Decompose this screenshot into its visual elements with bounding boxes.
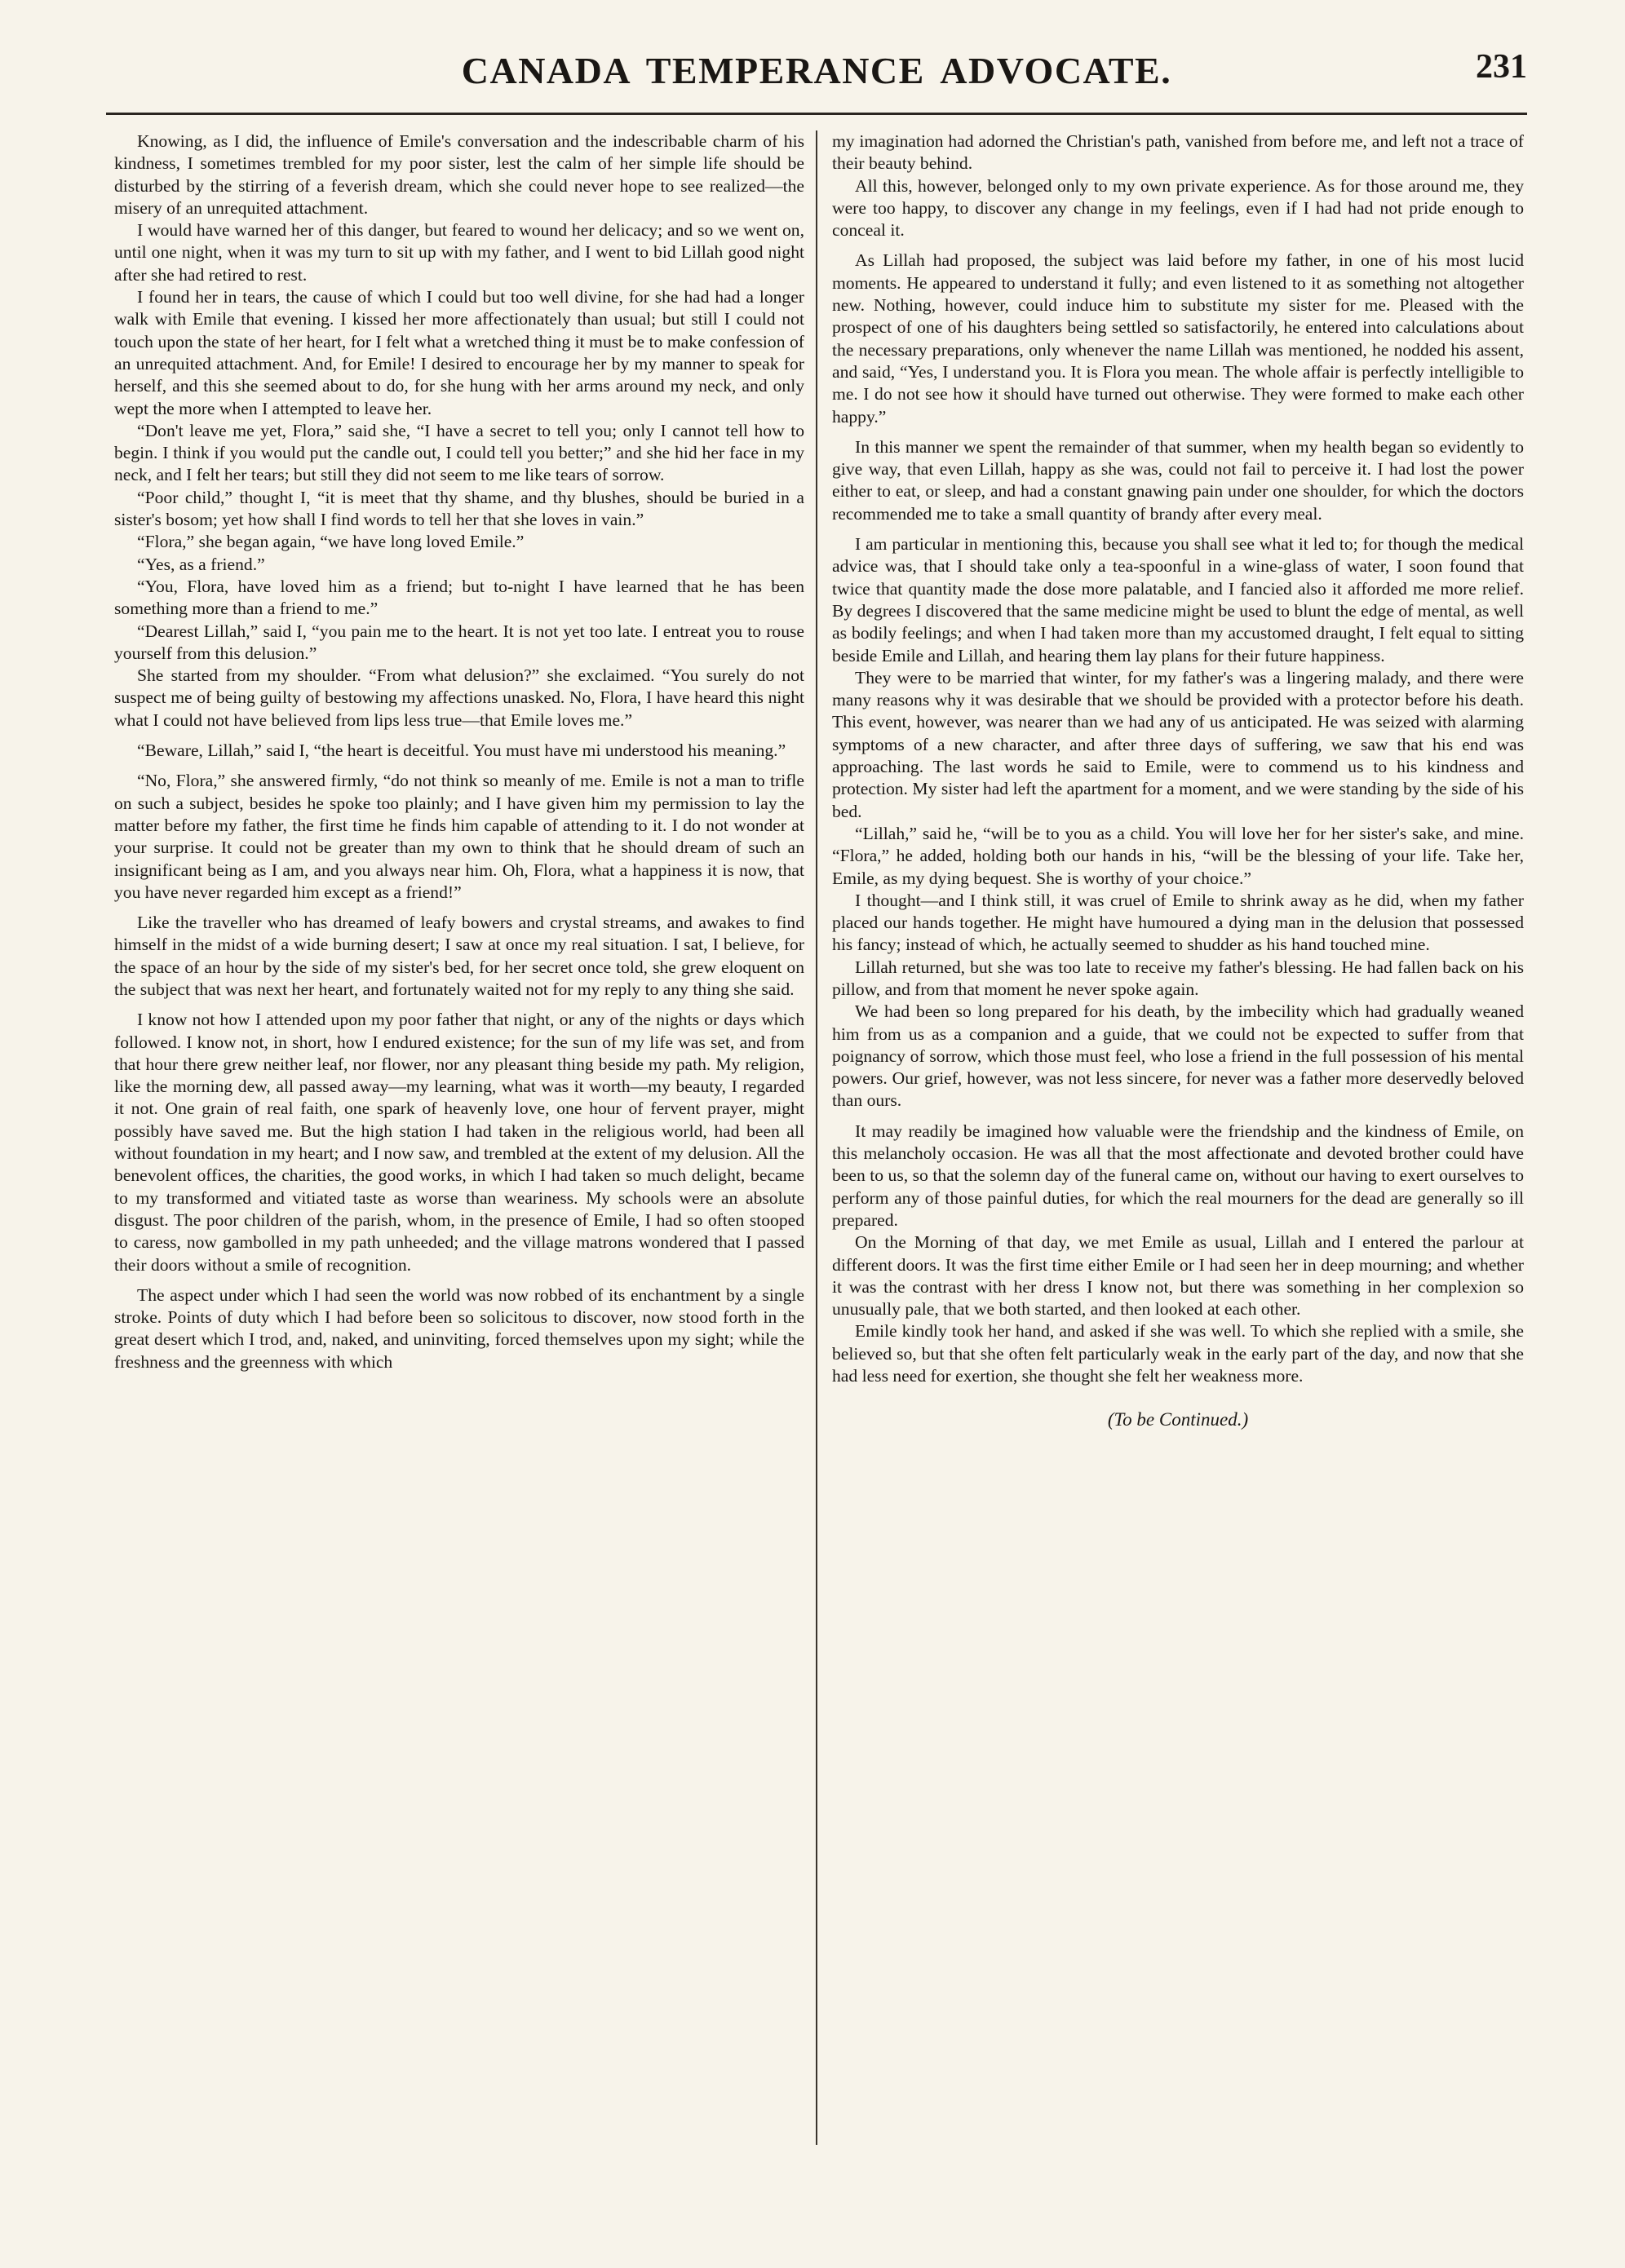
paragraph: Like the traveller who has dreamed of leafy bowers and crystal streams, and awakes to find himself in the midst of a wide burning desert; I saw at once my real situation. I sat, I believe, for the space of an hour by the side of my sister's bed, for her secret once told, she grew eloquent on the subject that was next her heart, and fortunately waited not for my reply to any thing she said.: [114, 913, 804, 999]
paragraph: “Yes, as a friend.”: [137, 554, 265, 574]
paragraph: The aspect under which I had seen the world was now robbed of its enchantment by a single stroke. Points of duty which I had before been so solicitous to discover, now stood forth in the great desert which I trod, and, naked, and uninviting, forced themselves upon my sight; while the freshness and the greenness with which: [114, 1284, 804, 1372]
paragraph: “Lillah,” said he, “will be to you as a child. You will love her for her sister's sake, and mine. “Flora,” he added, holding both our hands in his, “will be the blessing of your life. Take her, Emile, as my dying bequest. She is worthy of your choice.”: [832, 823, 1524, 888]
continued-note: (To be Continued.): [1107, 1409, 1249, 1430]
paragraph: I thought—and I think still, it was cruel of Emile to shrink away as he did, when my father placed our hands together. He might have humoured a dying man in the delusion that possessed his fancy; instead of which, he actually seemed to shudder as his hand touched mine.: [832, 890, 1524, 955]
paragraph: Knowing, as I did, the influence of Emile's conversation and the indescribable charm of his kindness, I sometimes trembled for my poor sister, lest the calm of her simple life should be disturbed by the stirring of a feverish dream, which she could never hope to see realized—the misery of an unrequited attachment.: [114, 131, 804, 218]
paragraph: As Lillah had proposed, the subject was laid before my father, in one of his most lucid moments. He appeared to understand it fully; and even listened to it as something not altogether new. Nothing, however, could induce him to substitute my sister for me. Pleased with the prospect of one of his daughters being settled so satisfactorily, he entered into calculations about the necessary preparations, only whenever the name Lillah was mentioned, he nodded his assent, and said, “Yes, I understand you. It is Flora you mean. The whole affair is perfectly intelligible to me. I do not see how it should have turned out otherwise. They were formed to make each other happy.”: [832, 250, 1524, 427]
paragraph: We had been so long prepared for his death, by the imbecility which had gradually weaned him from us as a companion and a guide, that we could not be expected to suffer from that poignancy of sorrow, which those must feel, who lose a friend in the full possession of his mental powers. Our grief, however, was not less sincere, for never was a father more deservedly beloved than ours.: [832, 1001, 1524, 1111]
masthead: [106, 42, 1527, 108]
paragraph: Emile kindly took her hand, and asked if she was well. To which she replied with a smile, she believed so, but that she often felt particularly weak in the early part of the day, and now that she had less need for exertion, she thought she felt her weakness more.: [832, 1321, 1524, 1386]
paragraph: “No, Flora,” she answered firmly, “do not think so meanly of me. Emile is not a man to trifle on such a subject, besides he spoke too plainly; and I have given him my permission to lay the matter before my father, the first time he finds him capable of attending to it. I do not wonder at your surprise. It could not be greater than my own to think that he should dream of such an insignificant being as I am, and you always near him. Oh, Flora, what a happiness it is now, that you have never regarded him except as a friend!”: [114, 771, 804, 902]
paragraph: “Dearest Lillah,” said I, “you pain me to the heart. It is not yet too late. I entreat you to rouse yourself from this delusion.”: [114, 621, 804, 663]
paragraph: In this manner we spent the remainder of that summer, when my health began so evidently to give way, that even Lillah, happy as she was, could not fail to perceive it. I had lost the power either to eat, or sleep, and had a constant gnawing pain under one shoulder, for which the doctors recommended me to take a small quantity of brandy after every meal.: [832, 436, 1524, 524]
paragraph: She started from my shoulder. “From what delusion?” she exclaimed. “You surely do not suspect me of being guilty of bestowing my affections unasked. No, Flora, I have heard this night what I could not have believed from lips less true—that Emile loves me.”: [114, 665, 804, 730]
paragraph: I would have warned her of this danger, but feared to wound her delicacy; and so we went on, until one night, when it was my turn to sit up with my father, and I went to bid Lillah good night after she had retired to rest.: [114, 220, 804, 285]
paragraph: “Poor child,” thought I, “it is meet that thy shame, and thy blushes, should be buried in a sister's bosom; yet how shall I find words to tell her that she loves in vain.”: [114, 487, 804, 530]
column-divider: [816, 130, 817, 2145]
paragraph: I know not how I attended upon my poor father that night, or any of the nights or days which followed. I know not, in short, how I endured existence; for the sun of my life was set, and from that hour there grew neither leaf, nor flower, nor any pleasant thing beside my path. My religion, like the morning dew, all passed away—my learning, what was it worth—my beauty, I regarded it not. One grain of real faith, one spark of heavenly love, one hour of fervent prayer, might possibly have saved me. But the high station I had taken in the religious world, had been all without foundation in my heart; and I now saw, and trembled at the extent of my delusion. All the benevolent offices, the charities, the good works, in which I had taken so much delight, became to my transformed and vitiated taste as worse than weariness. My schools were an absolute disgust. The poor children of the parish, whom, in the presence of Emile, I had so often stooped to caress, now gambolled in my path unheeded; and the village matrons wondered that I passed their doors without a smile of recognition.: [114, 1010, 804, 1275]
paragraph: I found her in tears, the cause of which I could but too well divine, for she had had a longer walk with Emile that evening. I kissed her more affectionately than usual; but still I could not touch upon the state of her heart, for I felt what a wretched thing it must be to make confession of an unrequited attachment. And, for Emile! I desired to encourage her by my manner to speak for herself, and this she seemed about to do, for she hung with her arms around my neck, and only wept the more when I attempted to leave her.: [114, 287, 804, 418]
paragraph: It may readily be imagined how valuable were the friendship and the kindness of Emile, on this melancholy occasion. He was all that the most affectionate and devoted brother could have been to us, so that the solemn day of the funeral came on, without our having to exert ourselves to perform any of those painful duties, for which the real mourners for the dead are generally so ill prepared.: [832, 1121, 1524, 1230]
paragraph: “Beware, Lillah,” said I, “the heart is deceitful. You must have mi understood his meaning.”: [137, 741, 786, 761]
page-number: 231: [1476, 48, 1527, 86]
right-column: [832, 130, 1524, 1431]
paragraph: my imagination had adorned the Christian's path, vanished from before me, and left not a trace of their beauty behind.: [832, 131, 1524, 174]
header-rule: [106, 113, 1527, 115]
paragraph: “Don't leave me yet, Flora,” said she, “I have a secret to tell you; only I cannot tell how to begin. I think if you would put the candle out, I could tell you better;” and she hid her face in my neck, and I felt her tears; but still they did not seem to me like tears of sorrow.: [114, 420, 804, 485]
paragraph: “You, Flora, have loved him as a friend; but to-night I have learned that he has been something more than a friend to me.”: [114, 576, 804, 619]
left-column: [114, 130, 804, 1373]
publication-title: CANADA TEMPERANCE ADVOCATE.: [461, 50, 1172, 91]
paragraph: They were to be married that winter, for my father's was a lingering malady, and there were many reasons why it was desirable that we should be provided with a protector before his death. This event, however, was nearer than we had any of us anticipated. He was seized with alarming symptoms of a new character, and after three days of suffering, we saw that his end was approaching. The last words he said to Emile, were to commend us to his kindness and protection. My sister had left the apartment for a moment, and we were standing by the side of his bed.: [832, 667, 1524, 821]
paragraph: I am particular in mentioning this, because you shall see what it led to; for though the medical advice was, that I should take only a tea-spoonful in a wine-glass of water, I soon found that twice that quantity made the dose more palatable, and I fancied also it afforded me more relief. By degrees I discovered that the same medicine might be used to blunt the edge of mental, as well as bodily feelings; and when I had taken more than my accustomed draught, I felt equal to sitting beside Emile and Lillah, and hearing them lay plans for their future happiness.: [832, 534, 1524, 665]
paragraph: “Flora,” she began again, “we have long loved Emile.”: [137, 532, 525, 552]
paragraph: Lillah returned, but she was too late to receive my father's blessing. He had fallen back on his pillow, and from that moment he never spoke again.: [832, 957, 1524, 999]
paragraph: All this, however, belonged only to my own private experience. As for those around me, they were too happy, to discover any change in my feelings, even if I had had not pride enough to conceal it.: [832, 175, 1524, 241]
paragraph: On the Morning of that day, we met Emile as usual, Lillah and I entered the parlour at different doors. It was the first time either Emile or I had seen her in deep mourning; and whether it was the contrast with her dress I know not, but there was something in her complexion so unusually pale, that we both started, and then looked at each other.: [832, 1232, 1524, 1320]
